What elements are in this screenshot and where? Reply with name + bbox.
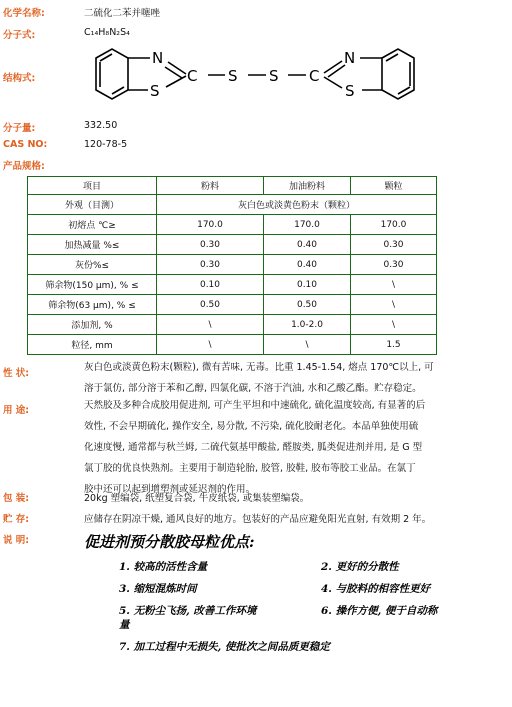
table-cell: 0.40 [264, 235, 351, 255]
label-storage: 贮 存: [3, 514, 30, 525]
structural-formula [88, 42, 418, 108]
label-properties: 性 状: [3, 368, 30, 379]
table-cell: 0.30 [157, 255, 264, 275]
advantage-item: 5. 无粉尘飞扬, 改善工作环境 [119, 605, 257, 617]
table-cell: 1.0-2.0 [264, 315, 351, 335]
label-usage: 用 途: [3, 405, 30, 416]
advantage-item: 4. 与胶料的相容性更好 [321, 583, 431, 595]
table-cell: \ [351, 275, 437, 295]
chemical-name-value: 二硫化二苯并噻唑 [84, 8, 161, 19]
storage-value: 应储存在阴凉干燥, 通风良好的地方。包装好的产品应避免阳光直射, 有效期 2 年。 [84, 514, 432, 525]
atom-s-left: S [150, 82, 160, 100]
atom-c-2: C [309, 67, 320, 85]
advantage-item: 2. 更好的分散性 [321, 561, 399, 573]
properties-line: 溶于氯仿, 部分溶于苯和乙醇, 四氯化碳, 不溶于汽油, 水和乙酸乙酯。贮存稳定。 [84, 383, 422, 394]
table-cell: 0.30 [157, 235, 264, 255]
label-chemical-name: 化学名称: [3, 8, 45, 19]
table-cell: 筛余物(150 μm), % ≤ [28, 275, 157, 295]
table-header-cell: 项目 [28, 177, 157, 195]
usage-line: 化速度慢, 通常都与秋兰姆, 二硫代氨基甲酸盐, 醛胺类, 胍类促进剂并用, 是 G 型 [84, 442, 423, 453]
table-cell: 灰份%≤ [28, 255, 157, 275]
table-cell: 0.50 [264, 295, 351, 315]
label-packaging: 包 装: [3, 493, 30, 504]
table-row [28, 215, 437, 235]
table-row [28, 275, 437, 295]
table-cell: 筛余物(63 μm), % ≤ [28, 295, 157, 315]
table-row [28, 315, 437, 335]
table-cell: 170.0 [264, 215, 351, 235]
table-cell: 0.10 [264, 275, 351, 295]
table-cell: \ [157, 335, 264, 355]
label-note: 说 明: [3, 535, 30, 546]
table-header-cell: 粉料 [157, 177, 264, 195]
table-cell: 0.50 [157, 295, 264, 315]
spec-table [27, 176, 437, 355]
label-structure: 结构式: [3, 73, 36, 84]
formula-value: C₁₄H₈N₂S₄ [84, 27, 130, 38]
table-header-cell: 颗粒 [351, 177, 437, 195]
molecular-weight-value: 332.50 [84, 120, 118, 131]
table-cell: 0.30 [351, 235, 437, 255]
packaging-value: 20kg 塑编袋, 纸塑复合袋, 牛皮纸袋, 或集装塑编袋。 [84, 493, 310, 504]
usage-line: 天然胶及多种合成胶用促进剂, 可产生平坦和中速硫化, 硫化温度较高, 有显著的后 [84, 400, 426, 411]
table-cell: \ [157, 315, 264, 335]
advantage-item: 7. 加工过程中无损失, 使批次之间品质更稳定 [119, 641, 330, 653]
atom-n-right: N [344, 49, 356, 67]
table-cell: 外观（目测） [28, 195, 157, 215]
table-cell: 0.30 [351, 255, 437, 275]
atom-c-1: C [187, 67, 198, 85]
table-row [28, 255, 437, 275]
atom-s-right: S [345, 82, 355, 100]
table-row [28, 195, 437, 215]
cas-value: 120-78-5 [84, 139, 128, 150]
advantages-title: 促进剂预分散胶母粒优点: [84, 533, 255, 551]
label-cas: CAS NO: [3, 139, 48, 150]
table-cell: 加热减量 %≤ [28, 235, 157, 255]
properties-text [84, 357, 484, 399]
advantage-item: 3. 缩短混炼时间 [119, 583, 197, 595]
table-row [28, 335, 437, 355]
table-cell: \ [264, 335, 351, 355]
table-cell: 初熔点 ℃≥ [28, 215, 157, 235]
properties-line: 灰白色或淡黄色粉末(颗粒), 微有苦味, 无毒。比重 1.45-1.54, 熔点 170℃以上, 可 [84, 362, 434, 373]
table-row [28, 235, 437, 255]
table-cell: 粒径, mm [28, 335, 157, 355]
atom-s-2: S [269, 67, 279, 85]
label-spec: 产品规格: [3, 161, 45, 172]
label-formula: 分子式: [3, 30, 36, 41]
table-cell: 0.10 [157, 275, 264, 295]
atom-n-left: N [152, 49, 164, 67]
usage-text [84, 395, 484, 500]
table-cell: \ [351, 295, 437, 315]
usage-line: 胶中还可以起到增塑剂或延迟剂的作用。 [84, 484, 256, 495]
advantage-item-wrap: 量 [119, 619, 130, 631]
label-molecular-weight: 分子量: [3, 123, 36, 134]
table-cell: 0.40 [264, 255, 351, 275]
table-header-cell: 加油粉料 [264, 177, 351, 195]
table-cell: 1.5 [351, 335, 437, 355]
advantage-item: 1. 较高的活性含量 [119, 561, 208, 573]
table-cell: 灰白色或淡黄色粉末（颗粒） [157, 195, 437, 215]
table-header-row [28, 177, 437, 195]
table-cell: 170.0 [351, 215, 437, 235]
table-row [28, 295, 437, 315]
table-cell: \ [351, 315, 437, 335]
atom-s-1: S [228, 67, 238, 85]
table-cell: 170.0 [157, 215, 264, 235]
advantage-item: 6. 操作方便, 便于自动称 [321, 605, 438, 617]
usage-line: 氯丁胶的优良快熟剂。主要用于制造轮胎, 胶管, 胶鞋, 胶布等胶工业品。在氯丁 [84, 463, 416, 474]
usage-line: 效性, 不会早期硫化, 操作安全, 易分散, 不污染, 硫化胶耐老化。本品单独使用硫 [84, 421, 419, 432]
table-cell: 添加剂, % [28, 315, 157, 335]
